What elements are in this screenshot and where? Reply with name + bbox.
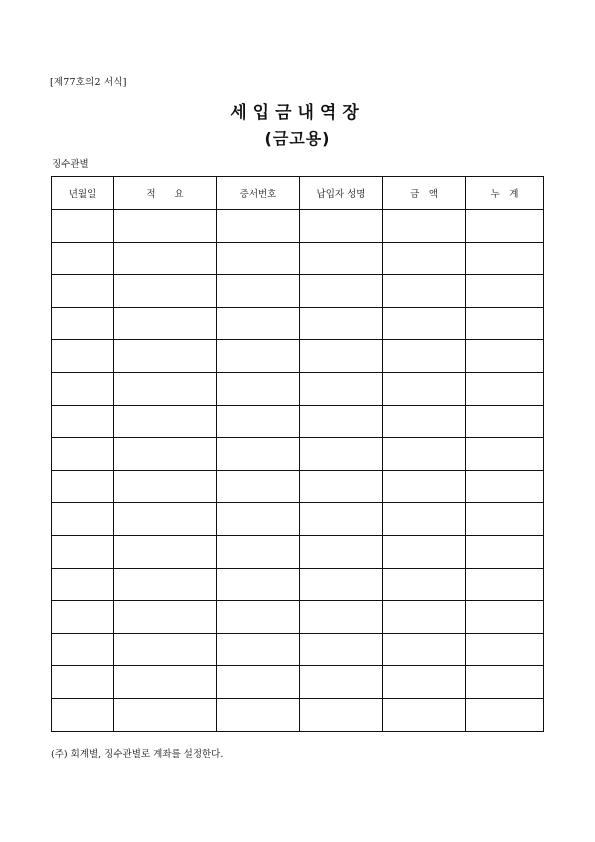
cell-amount[interactable] bbox=[383, 503, 466, 536]
cell-cumulative-total[interactable] bbox=[466, 438, 544, 471]
cell-amount[interactable] bbox=[383, 242, 466, 275]
cell-date[interactable] bbox=[52, 438, 114, 471]
collection-office-label: 징수관별 bbox=[52, 159, 89, 170]
cell-summary[interactable] bbox=[114, 340, 217, 373]
column-header-certificate-number: 증서번호 bbox=[217, 177, 300, 210]
cell-date[interactable] bbox=[52, 633, 114, 666]
cell-summary[interactable] bbox=[114, 470, 217, 503]
cell-amount[interactable] bbox=[383, 470, 466, 503]
cell-amount[interactable] bbox=[383, 405, 466, 438]
cell-summary[interactable] bbox=[114, 535, 217, 568]
column-header-date: 년월일 bbox=[52, 177, 114, 210]
table-row bbox=[52, 405, 544, 438]
cell-cumulative-total[interactable] bbox=[466, 601, 544, 634]
table-row bbox=[52, 307, 544, 340]
cell-certificate-number[interactable] bbox=[217, 503, 300, 536]
cell-cumulative-total[interactable] bbox=[466, 340, 544, 373]
cell-certificate-number[interactable] bbox=[217, 275, 300, 308]
cell-summary[interactable] bbox=[114, 438, 217, 471]
cell-date[interactable] bbox=[52, 372, 114, 405]
cell-summary[interactable] bbox=[114, 601, 217, 634]
cell-cumulative-total[interactable] bbox=[466, 275, 544, 308]
cell-cumulative-total[interactable] bbox=[466, 666, 544, 699]
cell-summary[interactable] bbox=[114, 372, 217, 405]
column-header-cumulative-total: 누 계 bbox=[466, 177, 544, 210]
table-row bbox=[52, 340, 544, 373]
cell-certificate-number[interactable] bbox=[217, 210, 300, 243]
cell-date[interactable] bbox=[52, 210, 114, 243]
cell-certificate-number[interactable] bbox=[217, 666, 300, 699]
page-subtitle: (금고용) bbox=[264, 129, 331, 148]
cell-certificate-number[interactable] bbox=[217, 601, 300, 634]
column-header-payer-name: 납입자 성명 bbox=[300, 177, 383, 210]
cell-cumulative-total[interactable] bbox=[466, 698, 544, 731]
cell-date[interactable] bbox=[52, 601, 114, 634]
revenue-ledger-table bbox=[51, 176, 544, 732]
cell-payer-name[interactable] bbox=[300, 372, 383, 405]
cell-cumulative-total[interactable] bbox=[466, 210, 544, 243]
cell-date[interactable] bbox=[52, 307, 114, 340]
cell-cumulative-total[interactable] bbox=[466, 405, 544, 438]
cell-payer-name[interactable] bbox=[300, 698, 383, 731]
cell-payer-name[interactable] bbox=[300, 535, 383, 568]
cell-certificate-number[interactable] bbox=[217, 340, 300, 373]
cell-payer-name[interactable] bbox=[300, 242, 383, 275]
page-title: 세입금내역장 bbox=[230, 103, 365, 123]
cell-certificate-number[interactable] bbox=[217, 307, 300, 340]
cell-amount[interactable] bbox=[383, 535, 466, 568]
footnote: (주) 회계별, 징수관별로 계좌를 설정한다. bbox=[51, 749, 224, 760]
cell-date[interactable] bbox=[52, 535, 114, 568]
column-header-summary: 적 요 bbox=[114, 177, 217, 210]
cell-certificate-number[interactable] bbox=[217, 372, 300, 405]
cell-summary[interactable] bbox=[114, 242, 217, 275]
cell-date[interactable] bbox=[52, 568, 114, 601]
cell-payer-name[interactable] bbox=[300, 438, 383, 471]
cell-cumulative-total[interactable] bbox=[466, 503, 544, 536]
cell-amount[interactable] bbox=[383, 438, 466, 471]
cell-amount[interactable] bbox=[383, 666, 466, 699]
cell-amount[interactable] bbox=[383, 307, 466, 340]
cell-summary[interactable] bbox=[114, 275, 217, 308]
cell-summary[interactable] bbox=[114, 307, 217, 340]
cell-certificate-number[interactable] bbox=[217, 568, 300, 601]
cell-certificate-number[interactable] bbox=[217, 242, 300, 275]
cell-date[interactable] bbox=[52, 470, 114, 503]
cell-payer-name[interactable] bbox=[300, 568, 383, 601]
table-row bbox=[52, 210, 544, 243]
ledger-body bbox=[52, 210, 544, 732]
cell-certificate-number[interactable] bbox=[217, 405, 300, 438]
cell-payer-name[interactable] bbox=[300, 405, 383, 438]
cell-summary[interactable] bbox=[114, 666, 217, 699]
cell-cumulative-total[interactable] bbox=[466, 307, 544, 340]
table-row bbox=[52, 242, 544, 275]
cell-cumulative-total[interactable] bbox=[466, 242, 544, 275]
cell-summary[interactable] bbox=[114, 633, 217, 666]
cell-certificate-number[interactable] bbox=[217, 535, 300, 568]
cell-payer-name[interactable] bbox=[300, 503, 383, 536]
cell-date[interactable] bbox=[52, 698, 114, 731]
cell-certificate-number[interactable] bbox=[217, 470, 300, 503]
cell-payer-name[interactable] bbox=[300, 340, 383, 373]
cell-payer-name[interactable] bbox=[300, 633, 383, 666]
cell-date[interactable] bbox=[52, 503, 114, 536]
cell-payer-name[interactable] bbox=[300, 470, 383, 503]
table-row bbox=[52, 633, 544, 666]
cell-cumulative-total[interactable] bbox=[466, 372, 544, 405]
table-row bbox=[52, 372, 544, 405]
cell-certificate-number[interactable] bbox=[217, 698, 300, 731]
cell-payer-name[interactable] bbox=[300, 210, 383, 243]
cell-certificate-number[interactable] bbox=[217, 633, 300, 666]
cell-date[interactable] bbox=[52, 275, 114, 308]
cell-cumulative-total[interactable] bbox=[466, 470, 544, 503]
table-row bbox=[52, 601, 544, 634]
table-row bbox=[52, 535, 544, 568]
table-header-row bbox=[52, 177, 544, 210]
table-row bbox=[52, 666, 544, 699]
cell-payer-name[interactable] bbox=[300, 307, 383, 340]
cell-amount[interactable] bbox=[383, 601, 466, 634]
cell-amount[interactable] bbox=[383, 210, 466, 243]
cell-amount[interactable] bbox=[383, 633, 466, 666]
cell-payer-name[interactable] bbox=[300, 275, 383, 308]
cell-summary[interactable] bbox=[114, 503, 217, 536]
cell-payer-name[interactable] bbox=[300, 666, 383, 699]
cell-summary[interactable] bbox=[114, 698, 217, 731]
table-row bbox=[52, 503, 544, 536]
cell-summary[interactable] bbox=[114, 405, 217, 438]
column-header-amount: 금 액 bbox=[383, 177, 466, 210]
form-reference: [제77호의2 서식] bbox=[50, 77, 127, 88]
cell-cumulative-total[interactable] bbox=[466, 535, 544, 568]
table-row bbox=[52, 470, 544, 503]
cell-amount[interactable] bbox=[383, 340, 466, 373]
table-row bbox=[52, 275, 544, 308]
cell-summary[interactable] bbox=[114, 210, 217, 243]
cell-amount[interactable] bbox=[383, 275, 466, 308]
table-row bbox=[52, 698, 544, 731]
cell-certificate-number[interactable] bbox=[217, 438, 300, 471]
cell-amount[interactable] bbox=[383, 372, 466, 405]
cell-amount[interactable] bbox=[383, 698, 466, 731]
cell-cumulative-total[interactable] bbox=[466, 568, 544, 601]
cell-cumulative-total[interactable] bbox=[466, 633, 544, 666]
table-row bbox=[52, 568, 544, 601]
table-row bbox=[52, 438, 544, 471]
cell-date[interactable] bbox=[52, 340, 114, 373]
cell-amount[interactable] bbox=[383, 568, 466, 601]
cell-date[interactable] bbox=[52, 405, 114, 438]
cell-summary[interactable] bbox=[114, 568, 217, 601]
cell-date[interactable] bbox=[52, 242, 114, 275]
cell-payer-name[interactable] bbox=[300, 601, 383, 634]
cell-date[interactable] bbox=[52, 666, 114, 699]
